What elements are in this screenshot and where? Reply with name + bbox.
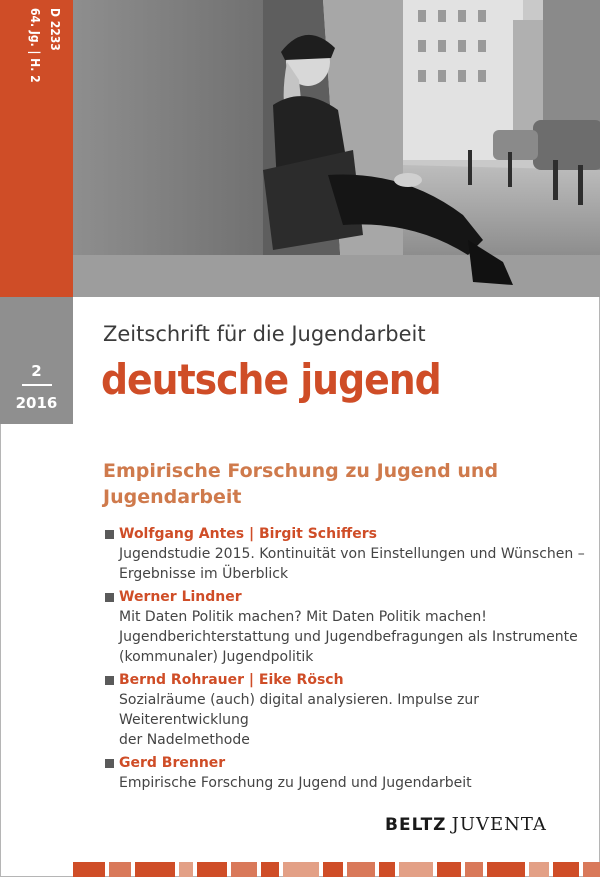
article-title-line: Mit Daten Politik machen? Mit Daten Politik machen!: [119, 609, 487, 625]
street-photo-illustration: [73, 0, 600, 297]
journal-title: deutsche jugend: [101, 355, 441, 404]
article-author: Wolfgang Antes | Birgit Schiffers: [119, 526, 377, 542]
article-item: [105, 671, 585, 750]
issue-divider: [22, 384, 52, 386]
article-title-line: Sozialräume (auch) digital analysieren. Impulse zur Weiterentwicklung: [119, 692, 480, 728]
volume-label: 64. Jg. | H. 2: [28, 8, 42, 83]
publisher-logo: [385, 814, 547, 835]
issue-number: 2: [31, 362, 42, 380]
publisher-name-juventa: JUVENTA: [451, 814, 547, 835]
article-list: [105, 525, 585, 797]
article-title-line: Jugendberichterstattung und Jugendbefragungen als Instrumente: [119, 629, 578, 645]
bullet-square-icon: [105, 676, 114, 685]
issn-code: D 2233: [48, 8, 62, 51]
volume-band: [0, 0, 73, 297]
bullet-square-icon: [105, 530, 114, 539]
article-author: Werner Lindner: [119, 589, 242, 605]
bullet-square-icon: [105, 593, 114, 602]
article-item: [105, 588, 585, 667]
article-item: [105, 754, 585, 793]
journal-subtitle: Zeitschrift für die Jugendarbeit: [103, 322, 426, 346]
article-title-line: der Nadelmethode: [119, 732, 250, 748]
article-author: Gerd Brenner: [119, 755, 226, 771]
article-author: Bernd Rohrauer | Eike Rösch: [119, 672, 344, 688]
decorative-color-strip: [73, 854, 600, 877]
article-title-line: Empirische Forschung zu Jugend und Jugendarbeit: [119, 775, 472, 791]
article-title-line: Jugendstudie 2015. Kontinuität von Einstellungen und Wünschen –: [119, 546, 585, 562]
article-title-line: (kommunaler) Jugendpolitik: [119, 649, 314, 665]
article-item: [105, 525, 585, 584]
publisher-name-beltz: BELTZ: [385, 815, 447, 835]
cover-photo: [73, 0, 600, 297]
article-title-line: Ergebnisse im Überblick: [119, 566, 289, 582]
bullet-square-icon: [105, 759, 114, 768]
issue-year: 2016: [15, 394, 58, 412]
issue-theme: Empirische Forschung zu Jugend und Jugendarbeit: [103, 460, 499, 508]
